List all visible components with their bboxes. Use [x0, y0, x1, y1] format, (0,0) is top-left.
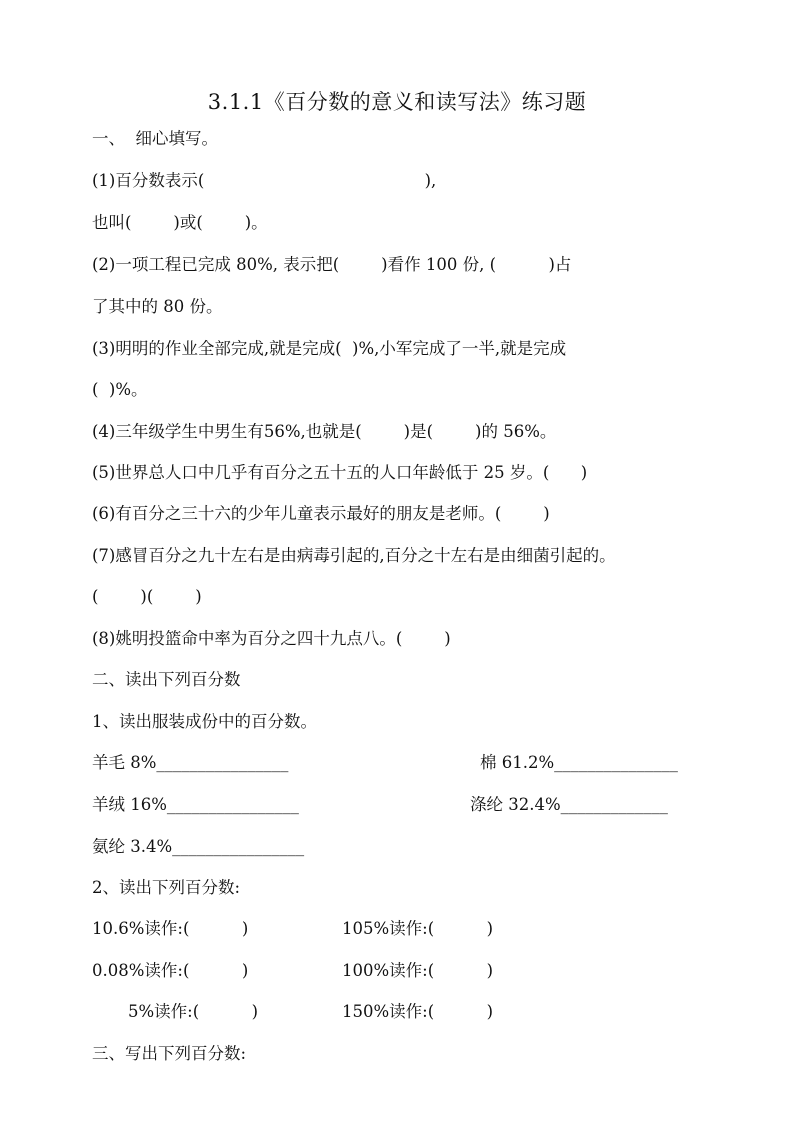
section-3-heading: 三、写出下列百分数: [92, 1044, 247, 1063]
question-7-line-1: (7)感冒百分之九十左右是由病毒引起的,百分之十左右是由细菌引起的。 [92, 546, 616, 565]
question-1-line-1: (1)百分数表示( ), [92, 171, 437, 190]
question-7-line-2: ( )( ) [92, 587, 202, 606]
page-title: 3.1.1《百分数的意义和读写法》练习题 [207, 90, 587, 114]
read-row-1-right: 105%读作:( ) [342, 919, 494, 938]
question-4: (4)三年级学生中男生有56%,也就是( )是( )的 56%。 [92, 422, 557, 441]
section-2-subheading-2: 2、读出下列百分数: [92, 878, 241, 897]
question-3-line-2: ( )%。 [92, 380, 148, 399]
fabric-nylon: 氨纶 3.4%________________ [92, 837, 305, 856]
question-8: (8)姚明投篮命中率为百分之四十九点八。( ) [92, 629, 451, 648]
read-row-1-left: 10.6%读作:( ) [92, 919, 249, 938]
question-6: (6)有百分之三十六的少年儿童表示最好的朋友是老师。( ) [92, 504, 550, 523]
fabric-polyester: 涤纶 32.4%_____________ [470, 795, 668, 814]
section-1-heading: 一、 细心填写。 [92, 129, 218, 148]
question-2-line-2: 了其中的 80 份。 [92, 297, 223, 316]
section-2-heading: 二、读出下列百分数 [92, 670, 241, 689]
question-1-line-2: 也叫( )或( )。 [92, 213, 268, 232]
fabric-cotton: 棉 61.2%_______________ [480, 753, 678, 772]
read-row-3-right: 150%读作:( ) [342, 1002, 494, 1021]
question-2-line-1: (2)一项工程已完成 80%, 表示把( )看作 100 份, ( )占 [92, 255, 572, 274]
fabric-cashmere: 羊绒 16%________________ [92, 795, 299, 814]
question-3-line-1: (3)明明的作业全部完成,就是完成( )%,小军完成了一半,就是完成 [92, 339, 567, 358]
read-row-2-left: 0.08%读作:( ) [92, 961, 249, 980]
read-row-2-right: 100%读作:( ) [342, 961, 494, 980]
read-row-3-left: 5%读作:( ) [128, 1002, 259, 1021]
section-2-subheading-1: 1、读出服装成份中的百分数。 [92, 712, 317, 731]
fabric-wool: 羊毛 8%________________ [92, 753, 289, 772]
question-5: (5)世界总人口中几乎有百分之五十五的人口年龄低于 25 岁。( ) [92, 463, 588, 482]
